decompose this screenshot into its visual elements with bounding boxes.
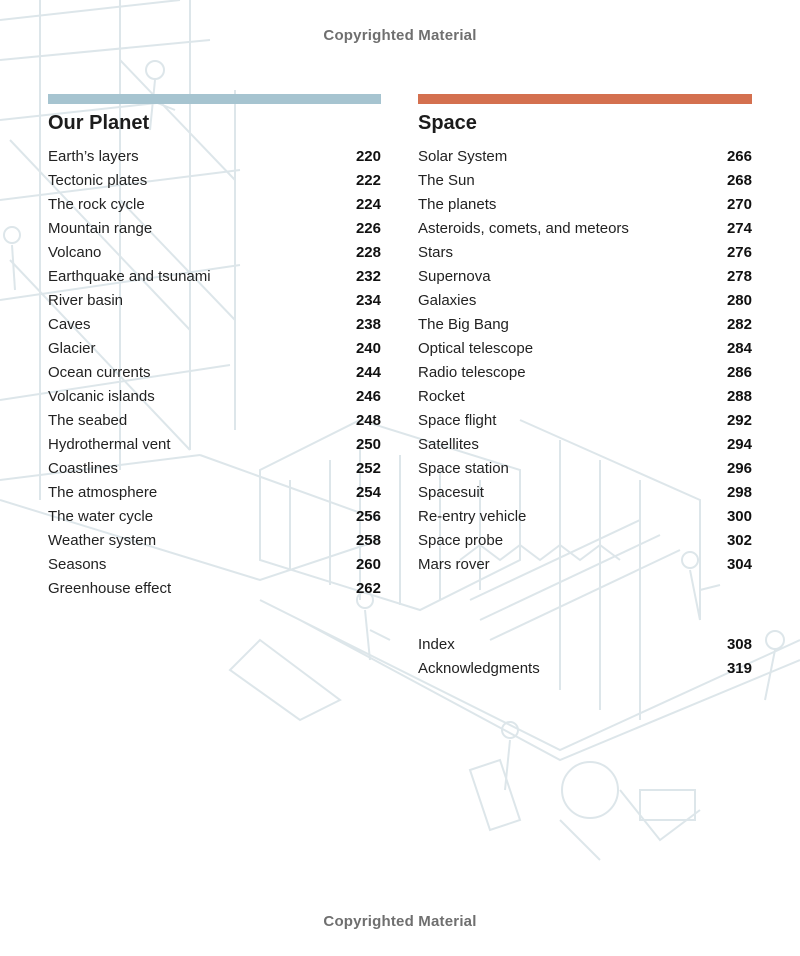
toc-entry-page-number: 284	[726, 340, 752, 357]
toc-entry-title: Ocean currents	[48, 364, 151, 381]
toc-entry-title: The rock cycle	[48, 196, 145, 213]
toc-entry	[418, 265, 752, 289]
toc-entry-page-number: 232	[355, 268, 381, 285]
toc-entry	[48, 241, 381, 265]
toc-entry	[48, 457, 381, 481]
toc-entry-title: Solar System	[418, 148, 508, 165]
toc-entry-title: Caves	[48, 316, 91, 333]
toc-entry-page-number: 286	[726, 364, 752, 381]
toc-entry-title: Weather system	[48, 532, 157, 549]
section-title: Our Planet	[48, 112, 150, 134]
toc-entry-title: The seabed	[48, 412, 128, 429]
toc-entry	[418, 337, 752, 361]
toc-entry-page-number: 288	[726, 388, 752, 405]
toc-entry	[48, 265, 381, 289]
toc-entry-page-number: 302	[726, 532, 752, 549]
toc-entry-page-number: 220	[355, 148, 381, 165]
toc-entry-title: Glacier	[48, 340, 96, 357]
toc-entry-page-number: 240	[355, 340, 381, 357]
toc-entry-title: Hydrothermal vent	[48, 436, 171, 453]
toc-entry	[418, 289, 752, 313]
toc-entry	[48, 385, 381, 409]
toc-entry-title: The Sun	[418, 172, 475, 189]
toc-entry-page-number: 319	[726, 660, 752, 677]
toc-entry	[418, 361, 752, 385]
toc-entry-page-number: 300	[726, 508, 752, 525]
toc-entry-title: Index	[418, 636, 455, 653]
toc-entry-title: The Big Bang	[418, 316, 509, 333]
toc-entry-title: Space flight	[418, 412, 497, 429]
toc-entry-page-number: 276	[726, 244, 752, 261]
toc-entry-title: Acknowledgments	[418, 660, 540, 677]
toc-entry	[418, 657, 752, 681]
toc-entry-title: Spacesuit	[418, 484, 484, 501]
toc-entry	[48, 193, 381, 217]
toc-entry-title: Rocket	[418, 388, 465, 405]
toc-entry-page-number: 270	[726, 196, 752, 213]
toc-entry-title: Volcano	[48, 244, 102, 261]
toc-entry-page-number: 224	[355, 196, 381, 213]
toc-entry-page-number: 296	[726, 460, 752, 477]
toc-entry	[48, 289, 381, 313]
toc-entry-title: The planets	[418, 196, 497, 213]
toc-entry	[48, 217, 381, 241]
toc-entry-title: Mountain range	[48, 220, 153, 237]
toc-entry-title: Re-entry vehicle	[418, 508, 527, 525]
toc-entry	[418, 241, 752, 265]
toc-entry-page-number: 254	[355, 484, 381, 501]
toc-entry	[418, 193, 752, 217]
toc-entry-page-number: 282	[726, 316, 752, 333]
toc-entry	[418, 169, 752, 193]
toc-entry-page-number: 252	[355, 460, 381, 477]
toc-list	[48, 145, 381, 601]
toc-entry-title: Seasons	[48, 556, 107, 573]
toc-entry-page-number: 304	[726, 556, 752, 573]
toc-entry-page-number: 226	[355, 220, 381, 237]
toc-entry-title: Stars	[418, 244, 454, 261]
toc-entry	[418, 457, 752, 481]
toc-entry-page-number: 244	[355, 364, 381, 381]
toc-entry-title: Earthquake and tsunami	[48, 268, 211, 285]
toc-entry	[48, 361, 381, 385]
toc-entry	[418, 313, 752, 337]
toc-entry	[48, 337, 381, 361]
toc-entry	[48, 481, 381, 505]
toc-entry	[48, 577, 381, 601]
toc-entry-title: Tectonic plates	[48, 172, 148, 189]
toc-entry-page-number: 292	[726, 412, 752, 429]
toc-entry-page-number: 294	[726, 436, 752, 453]
toc-entry	[48, 553, 381, 577]
toc-entry-page-number: 258	[355, 532, 381, 549]
toc-entry-page-number: 250	[355, 436, 381, 453]
toc-entry	[418, 553, 752, 577]
toc-entry	[418, 409, 752, 433]
toc-entry	[48, 433, 381, 457]
toc-entry-page-number: 274	[726, 220, 752, 237]
toc-entry	[418, 385, 752, 409]
toc-entry-title: Galaxies	[418, 292, 477, 309]
copyright-watermark-bottom: Copyrighted Material	[323, 913, 477, 930]
toc-entry	[48, 409, 381, 433]
toc-entry-page-number: 238	[355, 316, 381, 333]
section-color-bar	[48, 94, 381, 104]
toc-list	[418, 145, 752, 577]
toc-entry	[418, 481, 752, 505]
toc-entry-page-number: 234	[355, 292, 381, 309]
toc-entry	[418, 633, 752, 657]
toc-entry-page-number: 280	[726, 292, 752, 309]
toc-entry-title: The water cycle	[48, 508, 154, 525]
section-title: Space	[418, 112, 477, 134]
toc-entry-title: Space probe	[418, 532, 504, 549]
toc-entry-page-number: 246	[355, 388, 381, 405]
toc-entry-page-number: 260	[355, 556, 381, 573]
toc-entry-title: Earth’s layers	[48, 148, 139, 165]
toc-entry-title: Mars rover	[418, 556, 490, 573]
toc-entry-title: Radio telescope	[418, 364, 526, 381]
toc-entry-page-number: 266	[726, 148, 752, 165]
toc-entry	[418, 505, 752, 529]
toc-entry	[418, 529, 752, 553]
toc-entry-title: Optical telescope	[418, 340, 534, 357]
back-matter-list	[418, 633, 752, 681]
toc-entry-page-number: 278	[726, 268, 752, 285]
toc-entry-title: The atmosphere	[48, 484, 158, 501]
toc-entry-page-number: 298	[726, 484, 752, 501]
section-space	[418, 94, 752, 577]
toc-entry-page-number: 222	[355, 172, 381, 189]
toc-entry-title: Supernova	[418, 268, 491, 285]
toc-entry	[418, 433, 752, 457]
section-our-planet	[48, 94, 381, 601]
toc-entry-page-number: 262	[355, 580, 381, 597]
toc-entry-title: Coastlines	[48, 460, 119, 477]
toc-entry-page-number: 308	[726, 636, 752, 653]
toc-entry	[418, 145, 752, 169]
toc-entry-title: River basin	[48, 292, 124, 309]
copyright-watermark-top: Copyrighted Material	[323, 27, 477, 44]
toc-entry-title: Greenhouse effect	[48, 580, 172, 597]
toc-entry	[48, 145, 381, 169]
toc-entry	[418, 217, 752, 241]
toc-entry	[48, 505, 381, 529]
toc-entry	[48, 169, 381, 193]
toc-entry-title: Volcanic islands	[48, 388, 155, 405]
toc-entry	[48, 313, 381, 337]
toc-entry-page-number: 228	[355, 244, 381, 261]
section-color-bar	[418, 94, 752, 104]
toc-entry-title: Satellites	[418, 436, 479, 453]
toc-entry-title: Space station	[418, 460, 509, 477]
toc-entry-page-number: 256	[355, 508, 381, 525]
toc-entry-title: Asteroids, comets, and meteors	[418, 220, 629, 237]
toc-entry	[48, 529, 381, 553]
toc-entry-page-number: 268	[726, 172, 752, 189]
toc-entry-page-number: 248	[355, 412, 381, 429]
